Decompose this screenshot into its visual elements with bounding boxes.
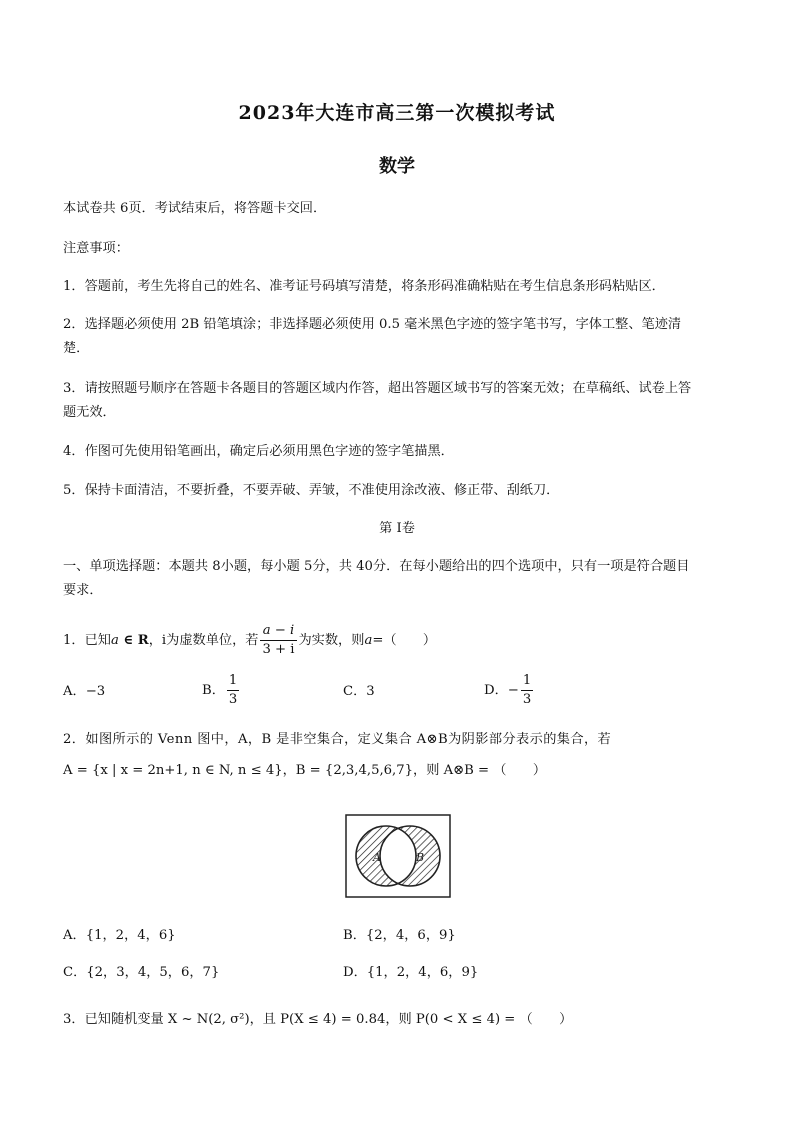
notice-heading: 注意事项：	[63, 241, 129, 256]
q1-fraction	[260, 622, 296, 659]
section1-instructions-cont: 要求．	[63, 583, 103, 598]
q1-option-b-fraction	[227, 672, 239, 709]
exam-title: 2023年大连市高三第一次模拟考试	[238, 102, 556, 124]
q1-prefix: 1．已知	[63, 633, 111, 648]
section1-instructions: 一、单项选择题：本题共 8小题，每小题 5分，共 40分．在每小题给出的四个选项中，只有一项是符合题目	[63, 559, 690, 574]
q1-option-b-label: B．	[202, 683, 225, 698]
q1-option-d-num: 1	[521, 672, 533, 691]
q1-option-a[interactable]: A．−3	[63, 684, 106, 699]
q1-suffix: 为实数，则	[298, 633, 365, 648]
q1-mid: ，i为虚数单位，若	[148, 633, 259, 648]
venn-diagram	[345, 814, 451, 898]
volume-label: 第 I卷	[379, 521, 415, 536]
q1-option-c[interactable]: C．3	[343, 684, 375, 699]
q1-option-b-num: 1	[227, 672, 239, 691]
q2-option-c[interactable]: C．{2，3，4，5，6，7}	[63, 965, 220, 980]
q1-option-d-den: 3	[522, 692, 532, 707]
notice-item-2-cont: 楚．	[63, 341, 90, 356]
question-2-sets: A = {x | x = 2n+1, n ∈ N, n ≤ 4}，B = {2,3,4,5,6,7}，则 A⊗B = （ ）	[63, 763, 547, 778]
q1-option-d[interactable]	[484, 672, 535, 710]
q2-option-b[interactable]: B．{2，4，6，9}	[343, 928, 456, 943]
intro-text: 本试卷共 6页．考试结束后，将答题卡交回．	[63, 201, 327, 216]
q1-in-r: ∈ R	[118, 633, 149, 648]
notice-item-2: 2．选择题必须使用 2B 铅笔填涂；非选择题必须使用 0.5 毫米黑色字迹的签字笔书写，字体工整、笔迹清	[63, 317, 682, 332]
q1-frac-denominator: 3 + i	[262, 642, 295, 657]
notice-item-1: 1．答题前，考生先将自己的姓名、准考证号码填写清楚，将条形码准确粘贴在考生信息条形码粘贴区．	[63, 279, 665, 294]
q1-suffix-var: a	[364, 633, 373, 648]
exam-subject: 数学	[379, 156, 415, 177]
q1-var-a: a	[110, 633, 119, 648]
question-3: 3．已知随机变量 X ~ N(2, σ²)，且 P(X ≤ 4) = 0.84，则 P(0 < X ≤ 4) = （ ）	[63, 1012, 573, 1027]
q1-option-b-den: 3	[228, 692, 238, 707]
q1-option-d-fraction	[521, 672, 533, 709]
q1-frac-numerator: a − i	[260, 622, 296, 641]
notice-item-3-cont: 题无效．	[63, 405, 116, 420]
q1-tail: =（ ）	[372, 633, 437, 648]
q2-option-a[interactable]: A．{1，2，4，6}	[63, 928, 176, 943]
notice-item-4: 4．作图可先使用铅笔画出，确定后必须用黑色字迹的签字笔描黑．	[63, 444, 454, 459]
q2-option-d[interactable]: D．{1，2，4，6，9}	[343, 965, 479, 980]
venn-label-b: B	[416, 851, 425, 864]
question-2: 2．如图所示的 Venn 图中，A，B 是非空集合，定义集合 A⊗B为阴影部分表示的集合，若	[63, 732, 612, 747]
venn-label-a: A	[373, 851, 381, 864]
question-1	[63, 622, 733, 660]
notice-item-5: 5．保持卡面清洁，不要折叠，不要弄破、弄皱，不准使用涂改液、修正带、刮纸刀．	[63, 483, 560, 498]
q1-option-b[interactable]	[202, 672, 241, 710]
q1-option-d-label: D．−	[484, 683, 519, 698]
notice-item-3: 3．请按照题号顺序在答题卡各题目的答题区域内作答，超出答题区域书写的答案无效；在草稿纸、试卷上答	[63, 381, 692, 396]
